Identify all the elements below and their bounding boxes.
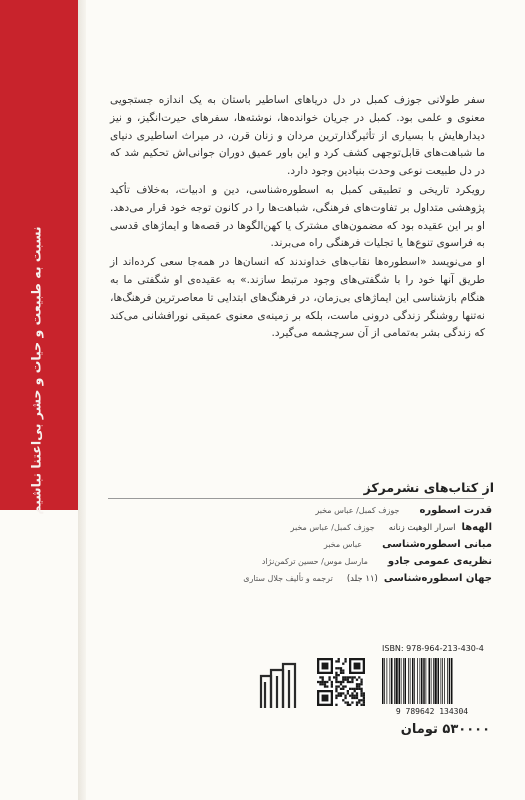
qr-cell — [347, 701, 349, 703]
qr-cell — [349, 681, 351, 683]
book-author: مارسل موس/ حسین ترکمن‌نژاد — [261, 557, 368, 566]
qr-cell — [363, 695, 365, 697]
qr-code — [317, 658, 365, 706]
blurb-paragraph: رویکرد تاریخی و تطبیقی کمبل به اسطوره‌شناسی، دین و ادبیات، به‌خلاف تأکید پژوهشی متداول بر تفاوت‌های فرهنگی، شباهت‌ها را در کانون توجه خود قرار می‌دهد. او بر این عقیده بود که مضمون‌های مشترک یا کهن‌الگوها در قصه‌ها و ایماژهای قدسی به فراسوی تنوع‌ها یا تجلیات فرهنگی راه می‌برند. — [110, 183, 485, 250]
qr-cell — [351, 697, 353, 699]
qr-cell — [358, 688, 360, 690]
qr-cell — [335, 690, 337, 692]
book-title: مبانی اسطوره‌شناسی — [382, 539, 492, 550]
qr-cell — [363, 658, 365, 674]
qr-cell — [340, 681, 342, 683]
qr-cell — [324, 685, 326, 687]
qr-cell — [322, 663, 329, 670]
qr-cell — [351, 676, 353, 678]
qr-cell — [360, 692, 362, 694]
qr-cell — [356, 697, 358, 699]
qr-cell — [349, 672, 365, 674]
qr-cell — [349, 658, 365, 660]
qr-cell — [349, 704, 351, 706]
book-title: نظریه‌ی عمومی جادو — [387, 556, 492, 567]
qr-cell — [322, 681, 324, 683]
spine-edge — [78, 0, 86, 800]
qr-cell — [331, 685, 333, 687]
spine-tagline — [22, 225, 50, 515]
qr-cell — [358, 683, 360, 685]
qr-cell — [354, 695, 356, 697]
qr-cell — [340, 688, 342, 690]
qr-cell — [342, 663, 344, 665]
qr-cell — [347, 681, 349, 683]
qr-cell — [347, 679, 349, 681]
qr-cell — [351, 679, 353, 681]
qr-cell — [338, 695, 340, 697]
barcode-bar — [426, 658, 427, 704]
book-item — [150, 539, 492, 556]
book-list — [150, 505, 492, 590]
qr-cell — [358, 685, 360, 687]
qr-cell — [319, 683, 321, 685]
qr-cell — [326, 685, 328, 687]
qr-cell — [360, 681, 362, 683]
book-author: عباس مخبر — [323, 540, 363, 549]
barcode-bar — [451, 658, 453, 704]
qr-cell — [335, 676, 337, 678]
qr-cell — [356, 688, 358, 690]
qr-cell — [335, 667, 337, 669]
qr-cell — [335, 681, 337, 683]
book-item — [150, 573, 492, 590]
qr-cell — [344, 676, 346, 678]
barcode-bar — [410, 658, 411, 704]
barcode-bar — [420, 658, 421, 704]
barcode-bars — [382, 658, 453, 704]
qr-cell — [360, 688, 362, 690]
qr-cell — [356, 704, 358, 706]
qr-cell — [354, 697, 356, 699]
blurb-paragraph: او می‌نویسد «اسطوره‌ها نقاب‌های خداوندند که انسان‌ها در همه‌جا سعی کرده‌اند از طریق آنها خود را با شگفتی‌های وجود مرتبط سازند.» به عقیده‌ی او شگفتی ما به هنگام بازشناسی این ایماژهای بی‌زمان، در فرهنگ‌های ابتدایی تا معاصرترین فرهنگ‌ها، نه‌تنها روشنگر زندگی درونی ماست، بلکه بر زمینه‌ی معنوی عمیقی نورافشانی می‌کند که زندگی بشر به‌تمامی از آن سرچشمه می‌گیرد. — [110, 256, 485, 340]
qr-cell — [360, 704, 362, 706]
barcode-bar — [394, 658, 395, 704]
qr-cell — [328, 679, 330, 681]
barcode-bar — [421, 658, 423, 704]
qr-cell — [338, 685, 340, 687]
blurb — [110, 92, 485, 343]
qr-cell — [340, 667, 342, 669]
barcode-bar — [429, 658, 431, 704]
qr-cell — [347, 704, 349, 706]
qr-cell — [356, 692, 358, 694]
qr-cell — [331, 683, 333, 685]
qr-cell — [342, 679, 344, 681]
qr-cell — [363, 699, 365, 701]
qr-cell — [319, 681, 321, 683]
qr-cell — [358, 701, 360, 703]
qr-cell — [356, 695, 358, 697]
qr-cell — [342, 688, 344, 690]
barcode-bar — [442, 658, 443, 704]
barcode-bar — [390, 658, 391, 704]
barcode-bar — [412, 658, 414, 704]
qr-cell — [335, 688, 337, 690]
qr-cell — [317, 690, 333, 692]
qr-cell — [344, 679, 346, 681]
barcode-bar — [423, 658, 425, 704]
book-item — [150, 505, 492, 522]
isbn-text: ISBN: 978-964-213-430-4 — [382, 644, 484, 653]
barcode-bar — [449, 658, 451, 704]
qr-cell — [342, 672, 344, 674]
barcode-number: 9 789642 134304 — [395, 707, 469, 716]
qr-cell — [344, 697, 346, 699]
book-subtitle: اسرار الوهیت زنانه — [388, 523, 456, 533]
qr-cell — [319, 676, 321, 678]
qr-cell — [354, 688, 356, 690]
qr-cell — [344, 695, 346, 697]
qr-cell — [335, 674, 337, 676]
barcode-bar — [417, 658, 418, 704]
qr-cell — [340, 672, 342, 674]
books-section-title: از کتاب‌های نشرمرکز — [363, 480, 494, 495]
qr-cell — [344, 658, 346, 660]
qr-cell — [344, 660, 346, 662]
book-author: جوزف کمبل/ عباس مخبر — [290, 523, 375, 532]
qr-cell — [358, 699, 360, 701]
qr-cell — [356, 701, 358, 703]
qr-cell — [360, 690, 362, 692]
spine-tagline-text: نسبت به طبیعت و حیات و حشر بی‌اعتنا نباشیم — [28, 225, 44, 515]
blurb-paragraph: سفر طولانی جوزف کمبل در دل دریاهای اساطیر باستان به یک اندازه جستجویی معنوی و علمی بود. کمبل در جریان خوانده‌ها، نوشته‌ها، سفرهای حیرت‌انگیز، و نیز دیدارهایش با بسیاری از تأثیرگذارترین مردان و زنان قرن، در میراث اساطیری دنیای ما شباهت‌های قابل‌توجهی کشف کرد و این باور عمیق دوران جوانی‌اش تحکیم شد که در دل طبیعت نوعی وحدت بنیادین وجود دارد. — [110, 94, 485, 178]
book-title: قدرت اسطوره — [419, 505, 492, 516]
qr-cell — [360, 683, 362, 685]
qr-cell — [347, 690, 349, 692]
book-item — [150, 522, 492, 539]
qr-cell — [328, 676, 330, 678]
qr-cell — [317, 658, 333, 660]
qr-cell — [331, 681, 333, 683]
qr-cell — [356, 685, 358, 687]
qr-cell — [317, 672, 333, 674]
qr-cell — [340, 692, 342, 694]
book-title: الهه‌ها — [461, 522, 492, 533]
barcode-bar — [433, 658, 434, 704]
barcode-bar — [391, 658, 393, 704]
barcode-bar — [444, 658, 445, 704]
qr-cell — [326, 681, 328, 683]
barcode-bar — [399, 658, 401, 704]
qr-cell — [342, 669, 344, 671]
book-subtitle: (۱۱ جلد) — [346, 574, 378, 584]
qr-cell — [356, 679, 358, 681]
qr-cell — [354, 676, 356, 678]
qr-cell — [338, 667, 340, 669]
qr-cell — [335, 697, 337, 699]
qr-cell — [317, 681, 319, 683]
qr-cell — [322, 683, 324, 685]
book-item — [150, 556, 492, 573]
qr-cell — [358, 676, 360, 678]
barcode-bar — [431, 658, 432, 704]
qr-cell — [342, 699, 344, 701]
qr-cell — [349, 695, 351, 697]
qr-cell — [335, 704, 337, 706]
qr-cell — [342, 685, 344, 687]
qr-cell — [333, 676, 335, 678]
qr-cell — [344, 685, 346, 687]
qr-cell — [335, 685, 337, 687]
barcode-bar — [384, 658, 385, 704]
barcode-bar — [401, 658, 402, 704]
qr-cell — [360, 699, 362, 701]
qr-cell — [349, 688, 351, 690]
barcode — [378, 656, 486, 716]
qr-cell — [322, 676, 324, 678]
qr-cell — [340, 695, 342, 697]
qr-cell — [360, 695, 362, 697]
qr-cell — [322, 695, 329, 702]
book-title: جهان اسطوره‌شناسی — [383, 573, 492, 584]
barcode-bar — [408, 658, 409, 704]
section-divider — [108, 498, 484, 499]
qr-cell — [338, 660, 340, 662]
barcode-bar — [396, 658, 398, 704]
qr-cell — [351, 701, 353, 703]
book-author: ترجمه و تألیف جلال ستاری — [243, 574, 333, 583]
barcode-bar — [447, 658, 448, 704]
qr-cell — [342, 692, 344, 694]
qr-cell — [331, 658, 333, 674]
qr-cell — [338, 681, 340, 683]
qr-cell — [342, 676, 344, 678]
qr-cell — [363, 692, 365, 694]
qr-cell — [340, 683, 342, 685]
qr-cell — [340, 669, 342, 671]
qr-cell — [347, 692, 349, 694]
qr-cell — [317, 704, 333, 706]
barcode-bar — [387, 658, 388, 704]
qr-cell — [338, 692, 340, 694]
qr-cell — [335, 679, 337, 681]
qr-cell — [356, 683, 358, 685]
qr-cell — [342, 681, 344, 683]
qr-cell — [338, 674, 340, 676]
qr-cell — [354, 690, 356, 692]
barcode-bar — [441, 658, 442, 704]
barcode-bar — [403, 658, 404, 704]
qr-cell — [322, 679, 324, 681]
barcode-bar — [438, 658, 440, 704]
publisher-logo — [257, 662, 297, 710]
qr-cell — [324, 683, 326, 685]
qr-cell — [360, 679, 362, 681]
barcode-bar — [382, 658, 384, 704]
barcode-bar — [414, 658, 415, 704]
qr-cell — [335, 695, 337, 697]
price: ۵۳۰۰۰۰ تومان — [400, 722, 490, 737]
qr-cell — [331, 690, 333, 706]
barcode-bar — [435, 658, 437, 704]
qr-cell — [347, 676, 349, 678]
qr-cell — [338, 658, 340, 660]
qr-cell — [363, 697, 365, 699]
qr-cell — [344, 701, 346, 703]
book-author: جوزف کمبل/ عباس مخبر — [315, 506, 400, 515]
qr-cell — [351, 681, 353, 683]
qr-cell — [363, 701, 365, 703]
qr-cell — [324, 681, 326, 683]
barcode-bar — [405, 658, 407, 704]
qr-cell — [317, 690, 319, 706]
qr-cell — [354, 663, 361, 670]
qr-cell — [363, 704, 365, 706]
qr-cell — [349, 658, 351, 674]
qr-cell — [317, 658, 319, 674]
qr-cell — [335, 660, 337, 662]
qr-cell — [335, 672, 337, 674]
qr-cell — [351, 695, 353, 697]
qr-cell — [351, 692, 353, 694]
qr-cell — [349, 676, 351, 678]
qr-cell — [351, 688, 353, 690]
